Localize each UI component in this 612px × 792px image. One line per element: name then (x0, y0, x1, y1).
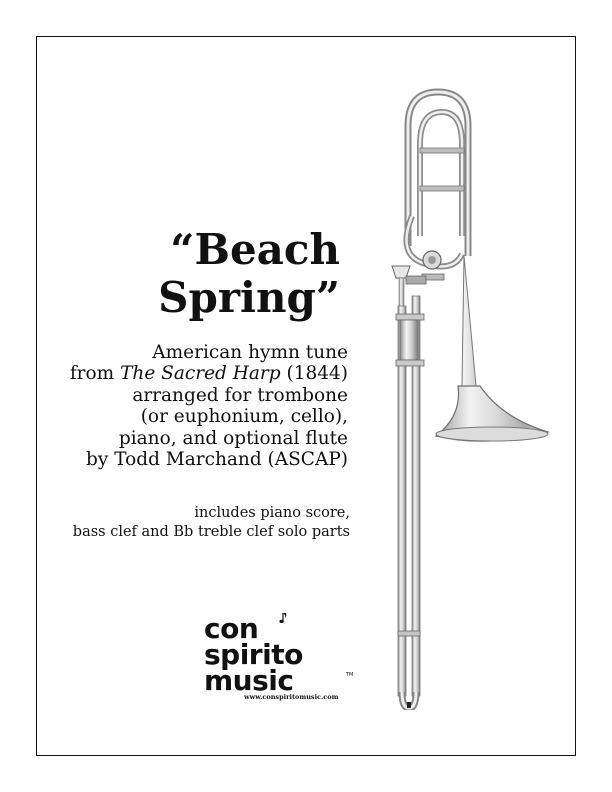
publisher-url: www.conspiritomusic.com (244, 693, 339, 701)
source-title: The Sacred Harp (120, 363, 281, 385)
title-line-2: Spring” (158, 273, 340, 322)
music-note-icon (279, 612, 289, 624)
logo-word-con: con (204, 612, 259, 645)
page-title (158, 226, 340, 322)
description-line-4: (or euphonium, cello), (140, 406, 348, 428)
description (70, 342, 348, 470)
contents-line-2: bass clef and Bb treble clef solo parts (72, 524, 350, 540)
logo-word-spirito: spirito (204, 638, 303, 671)
publisher-logo (204, 612, 354, 704)
title-line-1: “Beach (170, 225, 340, 274)
description-line-5: piano, and optional flute (118, 427, 348, 449)
logo-word-music: music (204, 664, 294, 697)
description-line-1: American hymn tune (152, 342, 348, 363)
contents-line-1: includes piano score, (194, 505, 350, 521)
description-line-3: arranged for trombone (132, 384, 348, 406)
description-line-2 (70, 363, 348, 384)
contents-note (73, 504, 350, 542)
description-line-2-suffix: (1844) (280, 363, 348, 385)
description-line-6: by Todd Marchand (ASCAP) (86, 449, 348, 471)
trombone-image (376, 86, 556, 710)
description-line-2-prefix: from (69, 363, 121, 385)
trademark-mark: TM (346, 672, 354, 678)
